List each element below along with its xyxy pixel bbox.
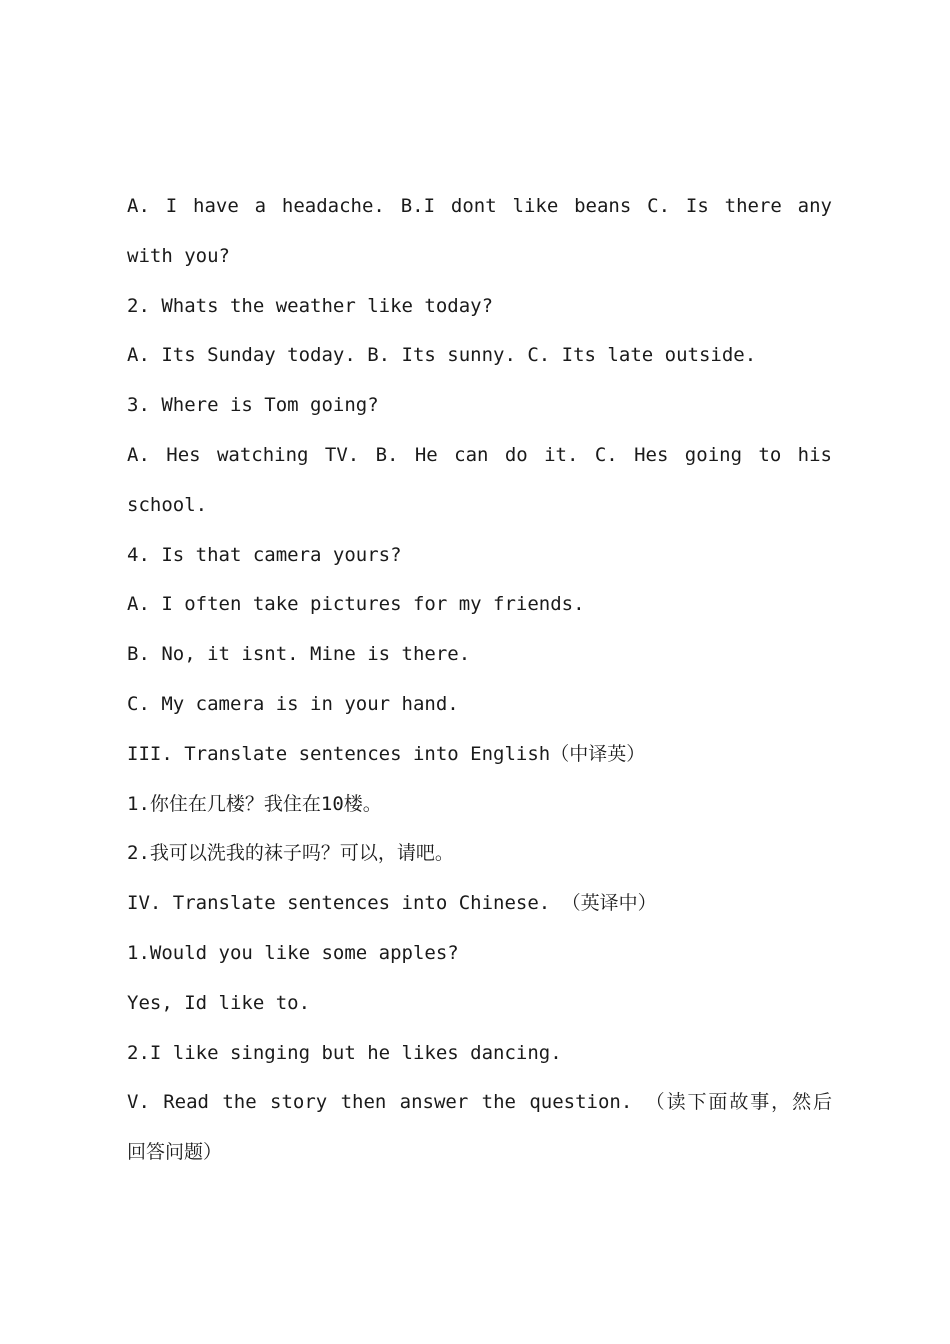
question-4-option-b: B. No, it isnt. Mine is there.	[127, 643, 471, 666]
document-page	[127, 182, 832, 1178]
question-2: 2. Whats the weather like today?	[127, 294, 494, 317]
question-1-options-line-2: with you?	[127, 244, 230, 267]
section-3-heading: III. Translate sentences into English（中译英）	[127, 742, 646, 765]
question-1-options-line-1: A. I have a headache. B.I dont like beans C. Is there any	[127, 195, 832, 217]
question-3: 3. Where is Tom going?	[127, 394, 379, 417]
section-5-heading-line-1: V. Read the story then answer the question. （读下面故事，然后	[127, 1091, 832, 1114]
question-4-option-c: C. My camera is in your hand.	[127, 692, 459, 715]
section-4-item-1: 1.Would you like some apples?	[127, 941, 459, 964]
section-4-item-2: 2.I like singing but he likes dancing.	[127, 1041, 562, 1064]
question-4: 4. Is that camera yours?	[127, 543, 402, 566]
section-5-heading-line-2: 回答问题）	[127, 1141, 223, 1164]
question-3-options-line-1: A. Hes watching TV. B. He can do it. C. Hes going to his	[127, 443, 832, 466]
section-3-item-1: 1.你住在几楼？我住在10楼。	[127, 792, 382, 815]
question-2-options: A. Its Sunday today. B. Its sunny. C. Its late outside.	[127, 344, 757, 367]
question-4-option-a: A. I often take pictures for my friends.	[127, 593, 585, 616]
question-3-options-line-2: school.	[127, 493, 208, 516]
section-3-item-2: 2.我可以洗我的袜子吗？可以，请吧。	[127, 842, 454, 865]
section-4-item-1-answer: Yes, Id like to.	[127, 991, 311, 1014]
section-4-heading: IV. Translate sentences into Chinese. （英译中）	[127, 892, 657, 915]
